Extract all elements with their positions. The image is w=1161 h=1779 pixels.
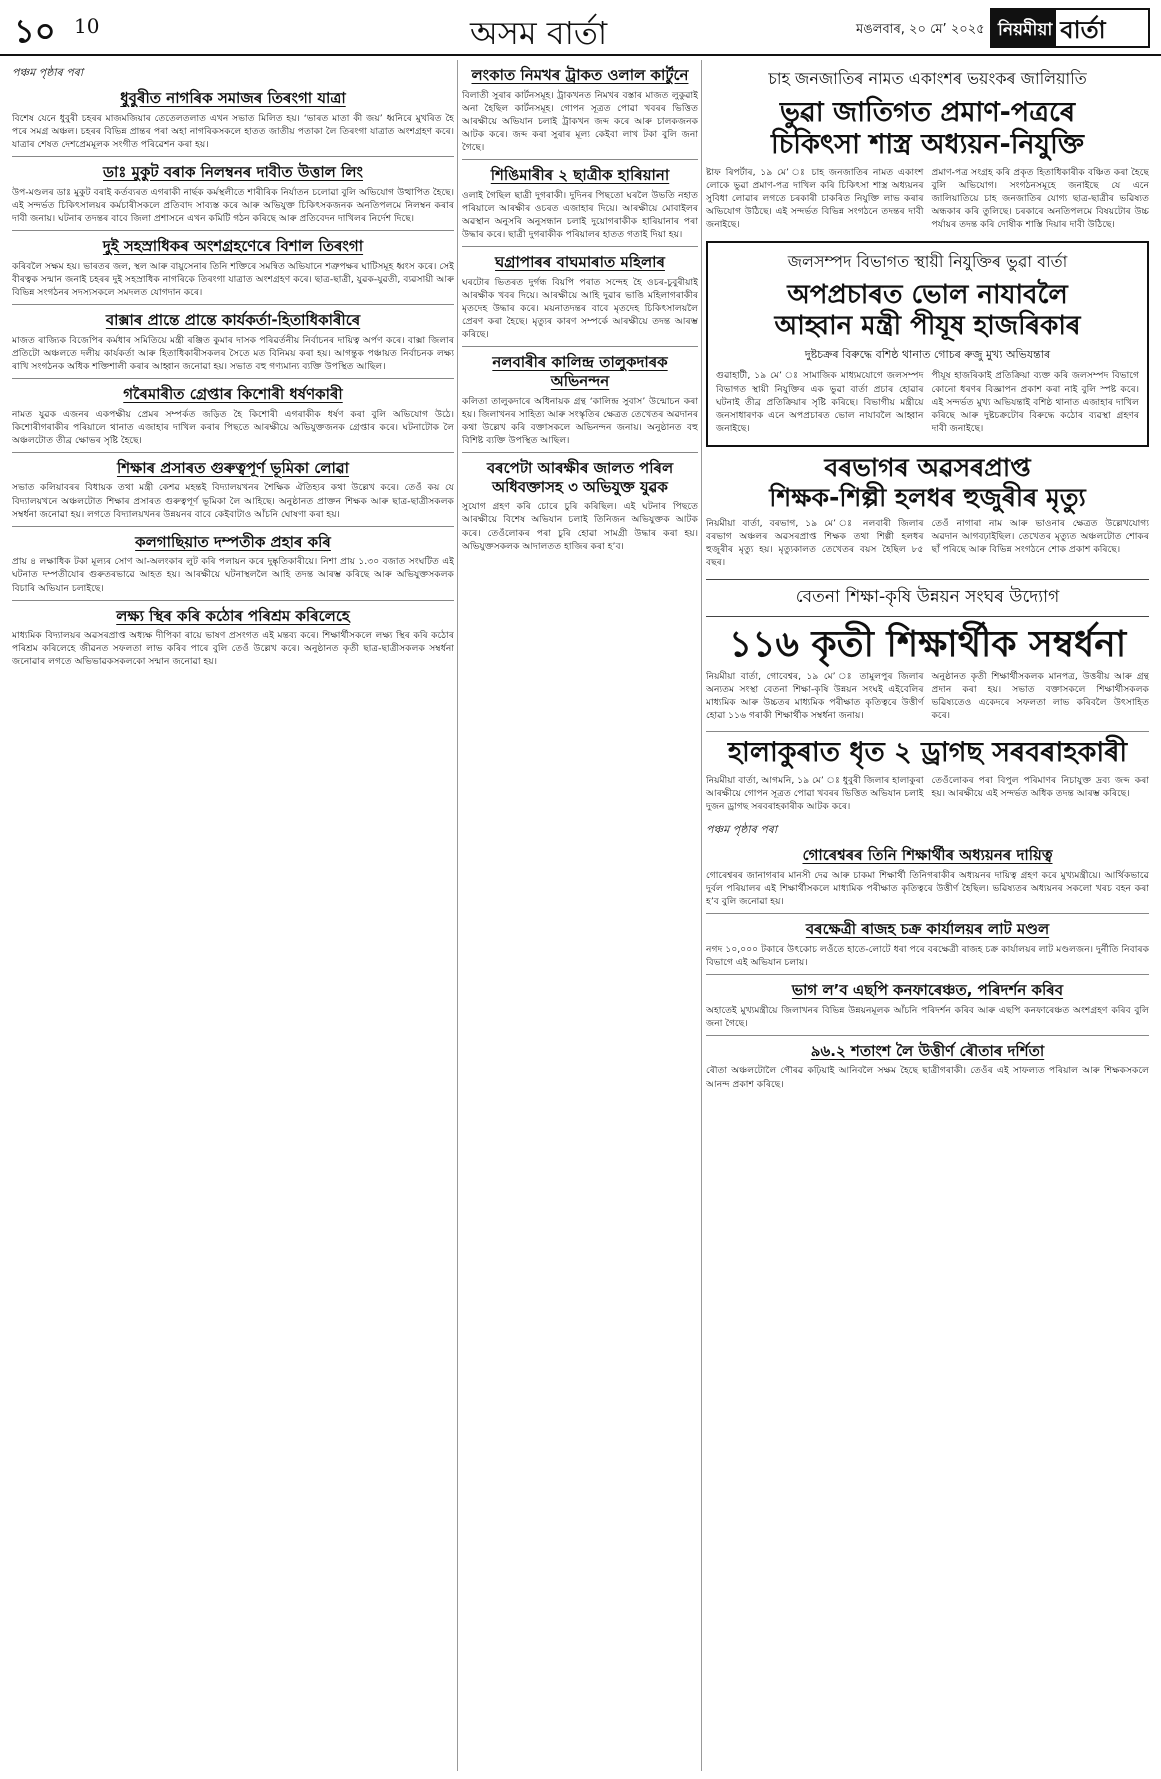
article-subhead: দুষ্টচক্ৰৰ বিৰুদ্ধে বশিষ্ঠ থানাত গোচৰ ৰুজু মুখ্য অভিযন্তাৰ xyxy=(804,348,1051,362)
article-headline: ১১৬ কৃতী শিক্ষাৰ্থীক সম্বৰ্ধনা xyxy=(728,624,1127,666)
divider xyxy=(706,974,1149,975)
divider xyxy=(462,159,698,160)
page-number: ১০ xyxy=(14,12,56,50)
article-body: অনুষ্ঠানত কৃতী শিক্ষাৰ্থীসকলক মানপত্ৰ, উত্তৰীয় আৰু গ্ৰন্থ প্ৰদান কৰা হয়। সভাত বক্তাসকলে শিক্ষাৰ্থীসকলক ভৱিষ্যতেও একেদৰে সফলতা লাভ কৰিবলৈ উৎসাহিত কৰে। xyxy=(931,671,1149,722)
divider xyxy=(12,600,454,601)
column-right xyxy=(706,60,1149,1771)
article-body: ওলাই গৈছিল ছাত্ৰী দুগৰাকী। দুদিনৰ পিছতো ঘৰলৈ উভতি নহাত পৰিয়ালে আৰক্ষীৰ ওচৰত এজাহাৰ দিয়ে। আৰক্ষীয়ে মোবাইলৰ অৱস্থান অনুসৰি অনুসন্ধান চলাই দুয়োগৰাকীক হাৰিয়ানাৰ পৰা উদ্ধাৰ কৰে। ছাত্ৰী দুগৰাকীক পৰিয়ালৰ হাতত গতাই দিয়া হয়। xyxy=(462,189,698,240)
article-body: বিশেষ যেনে ধুবুৰী চহৰৰ মাজমজিয়াৰ তেতেলতলাত এখন সভাত মিলিত হয়। ‘ভাৰত মাতা কী জয়’ ধ্বনিৰে মুখৰিত হৈ পৰে সমগ্ৰ অঞ্চল। চহৰৰ বিভিন্ন প্ৰান্তৰ পৰা অহা নাগৰিকসকলে হাতত জাতীয় পতাকা লৈ তিৰংগা যাত্ৰাত অংশগ্ৰহণ কৰে। যাত্ৰাৰ শেষত দেশপ্ৰেমমূলক সংগীত পৰিৱেশন কৰা হয়। xyxy=(12,112,454,150)
issue-date: মঙলবাৰ, ২০ মে’ ২০২৫ xyxy=(856,22,985,37)
article-headline: হালাকুৰাত ধৃত ২ ড্ৰাগছ সৰবৰাহকাৰী xyxy=(727,737,1128,769)
article-headline: গৰৈমাৰীত গ্ৰেপ্তাৰ কিশোৰী ধৰ্ষণকাৰী xyxy=(123,384,343,403)
article-headline: শিঙিমাৰীৰ ২ ছাত্ৰীক হাৰিয়ানা xyxy=(490,166,670,185)
divider xyxy=(12,230,454,231)
column-left xyxy=(12,60,454,1771)
article-body: পীযূষ হাজৰিকাই প্ৰতিক্ৰিয়া ব্যক্ত কৰি জলসম্পদ বিভাগে কোনো ধৰণৰ বিজ্ঞাপন প্ৰকাশ কৰা নাই বুলি স্পষ্ট কৰে। এই সন্দৰ্ভত মুখ্য অভিযন্তাই বশিষ্ঠ থানাত এজাহাৰ দাখিল কৰিছে আৰু দুষ্টচক্ৰটোৰ বিৰুদ্ধে কঠোৰ ব্যৱস্থা গ্ৰহণৰ দাবী জনাইছে। xyxy=(931,370,1139,434)
article-body: ঘৰটোৰ ভিতৰত দুৰ্গন্ধ বিয়পি পৰাত সন্দেহ হৈ ওচৰ-চুবুৰীয়াই আৰক্ষীক খবৰ দিয়ে। আৰক্ষীয়ে আহি দুৱাৰ ভাঙি মহিলাগৰাকীৰ মৃতদেহ উদ্ধাৰ কৰে। ময়নাতদন্তৰ বাবে মৃতদেহ চিকিৎসালয়লৈ প্ৰেৰণ কৰা হৈছে। মৃত্যুৰ কাৰণ সম্পৰ্কে আৰক্ষীয়ে তদন্ত আৰম্ভ কৰিছে। xyxy=(462,276,698,341)
logo-part-2: বাৰ্তা xyxy=(1060,15,1106,44)
article-headline: নলবাৰীৰ কালিন্দ্ৰ তালুকদাৰক অভিনন্দন xyxy=(492,353,668,390)
article-body: প্ৰমাণ-পত্ৰ সংগ্ৰহ কৰি প্ৰকৃত হিতাধিকাৰীক বঞ্চিত কৰা হৈছে বুলি অভিযোগ। সংগঠনসমূহে জনাইছে যে এনে জালিয়াতিয়ে চাহ জনজাতিৰ যোগ্য ছাত্ৰ-ছাত্ৰীৰ ভৱিষ্যত অন্ধকাৰ কৰি তুলিছে। চৰকাৰে অনতিপলমে বিষয়টোৰ উচ্চ পৰ্যায়ৰ তদন্ত কৰি দোষীক শাস্তি দিয়াৰ দাবী উঠিছে। xyxy=(931,166,1149,231)
article-body: তেওঁ নাগাৰা নাম আৰু ভাওনাৰ ক্ষেত্ৰত উল্লেখযোগ্য অৱদান আগবঢ়াইছিল। তেখেতৰ মৃত্যুত অঞ্চলটোত শোকৰ ছাঁ পৰিছে আৰু বিভিন্ন সংগঠনে শোক প্ৰকাশ কৰিছে। xyxy=(931,517,1149,555)
article-headline: ধুবুৰীত নাগৰিক সমাজৰ তিৰংগা যাত্ৰা xyxy=(120,89,346,107)
article-body: অহাতেই মুখ্যমন্ত্ৰীয়ে জিলাখনৰ বিভিন্ন উন্নয়নমূলক আঁচনি পৰিদৰ্শন কৰিব আৰু এছপি কনফাৰেঞ্চত অংশগ্ৰহণ কৰিব বুলি জনা গৈছে। xyxy=(706,1004,1149,1029)
article-headline: দুই সহস্ৰাধিকৰ অংশগ্ৰহণেৰে বিশাল তিৰংগা xyxy=(102,236,364,255)
article-body: ৰৌতা অঞ্চলটোলৈ গৌৰৱ কঢ়িয়াই আনিবলৈ সক্ষম হৈছে ছাত্ৰীগৰাকী। তেওঁৰ এই সাফল্যত পৰিয়াল আৰু শিক্ষকসকলে আনন্দ প্ৰকাশ কৰিছে। xyxy=(706,1065,1149,1090)
divider xyxy=(12,526,454,527)
column-middle xyxy=(462,60,698,1771)
article-body: ষ্টাফ ৰিপৰ্টাৰ, ১৯ মে’ ঃ চাহ জনজাতিৰ নামত একাংশ লোকে ভুৱা প্ৰমাণ-পত্ৰ দাখিল কৰি চিকিৎসা শাস্ত্ৰ অধ্যয়নৰ সুবিধা লোৱাৰ লগতে চৰকাৰী চাকৰিত নিযুক্তি লাভ কৰাৰ অভিযোগ উঠিছে। এই সন্দৰ্ভত বিভিন্ন সংগঠনে তদন্তৰ দাবী জনাইছে। xyxy=(706,166,924,231)
lead-headline: ভুৱা জাতিগত প্ৰমাণ-পত্ৰৰে চিকিৎসা শাস্ত্ৰ অধ্যয়ন-নিযুক্তি xyxy=(770,97,1085,161)
article-headline: কলগাছিয়াত দম্পতীক প্ৰহাৰ কৰি xyxy=(135,532,331,551)
column-divider xyxy=(457,60,458,1771)
article-headline: অপপ্ৰচাৰত ভোল নাযাবলৈ আহ্বান মন্ত্ৰী পীযূষ হাজৰিকাৰ xyxy=(774,280,1081,342)
newspaper-logo xyxy=(990,8,1150,48)
divider xyxy=(706,1035,1149,1036)
article-body: নিয়মীয়া বাৰ্তা, আগমনি, ১৯ মে’ ঃ ধুবুৰী জিলাৰ হালাকুৰা আৰক্ষীয়ে গোপন সূত্ৰত পোৱা খবৰৰ ভিত্তিত অভিযান চলাই দুজন ড্ৰাগছ সৰবৰাহকাৰীক আটক কৰে। xyxy=(706,774,924,812)
article-body: কলিতা তালুকদাৰে অধিনায়ক গ্ৰন্থ ‘কালিন্দ্ৰ সুবাস’ উন্মোচন কৰা হয়। জিলাখনৰ সাহিত্য আৰু সংস্কৃতিৰ ক্ষেত্ৰত তেখেতৰ অৱদানৰ কথা উল্লেখ কৰি বক্তাসকলে অভিনন্দন জনায়। অনুষ্ঠানত বহু বিশিষ্ট ব্যক্তি উপস্থিত আছিল। xyxy=(462,395,698,446)
divider xyxy=(462,346,698,347)
article-body: নিয়মীয়া বাৰ্তা, বৰভাগ, ১৯ মে’ ঃ নলবাৰী জিলাৰ বৰভাগ অঞ্চলৰ অৱসৰপ্ৰাপ্ত শিক্ষক তথা শিল্পী হলধৰ হুজুৰীৰ মৃত্যু হয়। মৃত্যুকালত তেখেতৰ বয়স হৈছিল ৮৫ বছৰ। xyxy=(706,517,924,568)
article-body: নগদ ১০,০০০ টকাৰে উৎকোচ লওঁতে হাতে-লোটে ধৰা পৰে বৰক্ষেত্ৰী ৰাজহ চক্ৰ কাৰ্যালয়ৰ লাট মণ্ডলজন। দুৰ্নীতি নিবাৰক বিভাগে এই অভিযান চলায়। xyxy=(706,943,1149,968)
article-body-columns xyxy=(706,670,1149,726)
article-kicker: বেতনা শিক্ষা-কৃষি উন্নয়ন সংঘৰ উদ্যোগ xyxy=(706,579,1149,617)
article-headline: ডাঃ মুকুট বৰাক নিলম্বনৰ দাবীত উত্তাল লিং xyxy=(103,162,363,181)
article-body: সুযোগ গ্ৰহণ কৰি চোৰে চুৰি কৰিছিল। এই ঘটনাৰ পিছতে আৰক্ষীয়ে বিশেষ অভিযান চলাই তিনিজন অভিযুক্তক আটক কৰে। তেওঁলোকৰ পৰা চুৰি হোৱা সামগ্ৰী উদ্ধাৰ কৰা হয়। অভিযুক্তসকলক আদালতত হাজিৰ কৰা হ’ব। xyxy=(462,501,698,552)
article-body: বিলাতী সুৰাৰ কাৰ্টনসমূহ। ট্ৰাকখনত নিমখৰ বস্তাৰ মাজত লুকুৱাই অনা হৈছিল কাৰ্টনসমূহ। গোপন সূত্ৰত পোৱা খবৰৰ ভিত্তিত আৰক্ষীয়ে অভিযান চলাই ট্ৰাকখন জব্দ কৰে আৰু চালকজনক আটক কৰে। জব্দ কৰা সুৰাৰ মূল্য কেইবা লাখ টকা বুলি জনা গৈছে। xyxy=(462,89,698,153)
article-body: গুৱাহাটী, ১৯ মে’ ঃ সামাজিক মাধ্যমযোগে জলসম্পদ বিভাগত স্থায়ী নিযুক্তিৰ এক ভুৱা বাৰ্তা প্ৰচাৰ হোৱাৰ ঘটনাই তীব্ৰ প্ৰতিক্ৰিয়াৰ সৃষ্টি কৰিছে। বিভাগীয় মন্ত্ৰীয়ে জনসাধাৰণক এনে অপপ্ৰচাৰত ভোল নাযাবলৈ আহ্বান জনাইছে। xyxy=(716,370,924,434)
lead-kicker: চাহ জনজাতিৰ নামত একাংশৰ ভয়ংকৰ জালিয়াতি xyxy=(768,69,1087,88)
masthead xyxy=(0,0,1161,56)
article-headline: ঘগ্ৰাপাৰৰ বাঘমাৰাত মহিলাৰ xyxy=(495,253,665,272)
article-headline: ভাগ ল’ব এছপি কনফাৰেঞ্চত, পৰিদৰ্শন কৰিব xyxy=(791,980,1064,999)
article-headline: বৰক্ষেত্ৰী ৰাজহ চক্ৰ কাৰ্যালয়ৰ লাট মণ্ডল xyxy=(805,919,1050,938)
article-body-columns xyxy=(716,369,1139,438)
article-body: কৰিবলৈ সক্ষম হয়। ভাৰতৰ জল, স্থল আৰু বায়ুসেনাৰ তিনি শক্তিৰে সমন্বিত অভিযানে শত্ৰুপক্ষৰ ঘাটিসমূহ ধ্বংস কৰে। সেই বীৰত্বক সন্মান জনাই চহৰৰ দুই সহস্ৰাধিক নাগৰিকে তিৰংগা যাত্ৰাত অংশগ্ৰহণ কৰে। ছাত্ৰ-ছাত্ৰী, যুৱক-যুৱতী, ব্যৱসায়ী আৰু বিভিন্ন সংগঠনৰ সদস্যসকলে সমদলত যোগদান কৰে। xyxy=(12,260,454,298)
article-headline: ৯৬.২ শতাংশ লৈ উত্তীৰ্ণ ৰৌতাৰ দৰ্শিতা xyxy=(810,1041,1045,1060)
divider xyxy=(12,378,454,379)
article-headline: লংকাত নিমখৰ ট্ৰাকত ওলাল কাৰ্টুনে xyxy=(471,66,689,84)
article-body: গোৰেশ্বৰৰ জানাগৰাৰ মানসী দেৱ আৰু চাকমা শিক্ষাৰ্থী তিনিগৰাকীৰ অধ্যয়নৰ দায়িত্ব গ্ৰহণ কৰে মুখ্যমন্ত্ৰীয়ে। আৰ্থিকভাৱে দুৰ্বল পৰিয়ালৰ এই শিক্ষাৰ্থীসকলে মাধ্যমিক পৰীক্ষাত কৃতিত্বৰে উত্তীৰ্ণ হৈছিল। ভৱিষ্যতৰ অধ্যয়নৰ সকলো খৰচ বহন কৰা হ’ব বুলি জনোৱা হয়। xyxy=(706,869,1149,907)
continued-label: পঞ্চম পৃষ্ঠাৰ পৰা xyxy=(12,66,84,79)
article-body-columns xyxy=(706,774,1149,817)
divider xyxy=(12,156,454,157)
lead-body xyxy=(706,166,1149,235)
article-headline: লক্ষ্য স্থিৰ কৰি কঠোৰ পৰিশ্ৰম কৰিলেহে xyxy=(116,606,350,625)
logo-part-1: নিয়মীয়া xyxy=(992,10,1056,46)
article-body: মাধ্যমিক বিদ্যালয়ৰ অৱসৰপ্ৰাপ্ত অধ্যক্ষ দীপিকা ৰায়ে ভাষণ প্ৰসংগত এই মন্তব্য কৰে। শিক্ষাৰ্থীসকলে লক্ষ্য স্থিৰ কৰি কঠোৰ পৰিশ্ৰম কৰিলেহে জীৱনত সফলতা লাভ কৰিব পাৰে বুলি তেওঁ উল্লেখ কৰে। অনুষ্ঠানত কৃতী ছাত্ৰ-ছাত্ৰীসকলক সম্বৰ্ধনা জনোৱাৰ লগতে অভিভাৱকসকলকো সন্মান জনোৱা হয়। xyxy=(12,630,454,668)
column-divider xyxy=(701,60,702,1771)
page-number-english: 10 xyxy=(74,14,100,38)
article-body: তেওঁলোকৰ পৰা বিপুল পৰিমাণৰ নিচাযুক্ত দ্ৰব্য জব্দ কৰা হয়। আৰক্ষীয়ে এই সন্দৰ্ভত অধিক তদন্ত আৰম্ভ কৰিছে। xyxy=(931,774,1149,799)
article-body: নিয়মীয়া বাৰ্তা, গোবেশ্বৰ, ১৯ মে’ ঃ তামুলপুৰ জিলাৰ অন্যতম সংস্থা বেতনা শিক্ষা-কৃষি উন্নয়ন সংঘই এইবেলিৰ মাধ্যমিক আৰু উচ্চতৰ মাধ্যমিক পৰীক্ষাত কৃতিত্বৰে উত্তীৰ্ণ হোৱা ১১৬ গৰাকী শিক্ষাৰ্থীক সম্বৰ্ধনা জনায়। xyxy=(706,671,924,722)
article-headline: বৰভাগৰ অৱসৰপ্ৰাপ্ত শিক্ষক-শিল্পী হলধৰ হুজুৰীৰ মৃত্যু xyxy=(769,452,1086,512)
divider xyxy=(706,731,1149,732)
divider xyxy=(462,452,698,453)
article-headline: গোৰেশ্বৰৰ তিনি শিক্ষাৰ্থীৰ অধ্যয়নৰ দায়িত্ব xyxy=(802,846,1053,865)
section-title: অসম বাৰ্তা xyxy=(470,14,608,52)
article-body: মাজত ৰাজ্যিক বিজেপিৰ কৰ্মধাৰ সমিতিয়ে মন্ত্ৰী ৰঞ্জিত কুমাৰ দাসক পৰিৱৰ্তনীয় নিৰ্বাচনৰ দায়িত্ব অৰ্পণ কৰে। বাক্সা জিলাৰ প্ৰতিটো অঞ্চলতে দলীয় কাৰ্যকৰ্তা আৰু হিতাধিকাৰীসকলৰ সৈতে মত বিনিময় কৰা হয়। আগন্তুক পঞ্চায়ত নিৰ্বাচনক লক্ষ্য ৰাখি সংগঠনক অধিক শক্তিশালী কৰাৰ আহ্বান জনোৱা হয়। সভাত বহু গণ্যমান্য ব্যক্তি উপস্থিত আছিল। xyxy=(12,334,454,372)
article-body: নামত যুৱক এজনৰ একপক্ষীয় প্ৰেমৰ সম্পৰ্কত জড়িত হৈ কিশোৰী এগৰাকীক ধৰ্ষণ কৰা বুলি অভিযোগ উঠে। কিশোৰীগৰাকীৰ পৰিয়ালে থানাত এজাহাৰ দাখিল কৰাৰ পিছতে আৰক্ষীয়ে অভিযুক্তজনক গ্ৰেপ্তাৰ কৰে। ঘটনাটোক লৈ অঞ্চলটোত তীব্ৰ ক্ষোভৰ সৃষ্টি হৈছে। xyxy=(12,408,454,446)
article-kicker: জলসম্পদ বিভাগত স্থায়ী নিযুক্তিৰ ভুৱা বাৰ্তা xyxy=(787,252,1068,272)
divider xyxy=(462,246,698,247)
continued-label: পঞ্চম পৃষ্ঠাৰ পৰা xyxy=(706,823,778,837)
article-headline: বাক্সাৰ প্ৰান্তে প্ৰান্তে কাৰ্যকৰ্তা-হিতাধিকাৰীৰে xyxy=(105,310,361,329)
article-body: উপ-মণ্ডলৰ ডাঃ মুকুট বৰাই কৰ্তব্যৰত এগৰাকী নাৰ্ছক কৰ্মস্থলীতে শাৰীৰিক নিৰ্যাতন চলোৱা বুলি অভিযোগ উত্থাপিত হৈছে। এই সন্দৰ্ভত চিকিৎসালয়ৰ কৰ্মচাৰীসকলে প্ৰতিবাদ সাব্যস্ত কৰে আৰু অভিযুক্ত চিকিৎসকজনক অনতিপলমে নিলম্বন কৰাৰ দাবী জনায়। ঘটনাৰ তদন্তৰ বাবে জিলা প্ৰশাসনে এখন কমিটি গঠন কৰিছে আৰু প্ৰতিবেদন দাখিলৰ নিৰ্দেশ দিছে। xyxy=(12,186,454,224)
article-body: প্ৰায় ৪ লক্ষাধিক টকা মূল্যৰ সোণ আ-অলংকাৰ লুট কৰি পলায়ন কৰে দুষ্কৃতিকাৰীয়ে। নিশা প্ৰায় ১.৩০ বজাত সংঘটিত এই ঘটনাত দম্পতীযোৰ গুৰুতৰভাৱে আহত হয়। আৰক্ষীয়ে ঘটনাস্থললৈ আহি তদন্ত আৰম্ভ কৰিছে আৰু অভিযুক্তসকলক বিচাৰি অভিযান চলাইছে। xyxy=(12,556,454,594)
boxed-article xyxy=(706,241,1149,447)
article-headline: শিক্ষাৰ প্ৰসাৰত গুৰুত্বপূৰ্ণ ভূমিকা লোৱা xyxy=(116,458,350,477)
article-headline: বৰপেটা আৰক্ষীৰ জালত পৰিল অধিবক্তাসহ ৩ অভিযুক্ত যুৱক xyxy=(486,458,674,496)
article-body: সভাত কলিয়াবৰৰ বিধায়ক তথা মন্ত্ৰী কেশৱ মহন্তই বিদ্যালয়খনৰ শৈক্ষিক ঐতিহ্যৰ কথা উল্লেখ কৰে। তেওঁ কয় যে বিদ্যালয়খনে অঞ্চলটোত শিক্ষাৰ প্ৰসাৰত গুৰুত্বপূৰ্ণ ভূমিকা লৈ আহিছে। অনুষ্ঠানত প্ৰাক্তন শিক্ষক আৰু ছাত্ৰ-ছাত্ৰীসকলক সম্বৰ্ধনা জনোৱা হয়। লগতে বিদ্যালয়খনৰ উন্নয়নৰ বাবে কেইবাটাও আঁচনি ঘোষণা কৰা হয়। xyxy=(12,482,454,520)
divider xyxy=(12,452,454,453)
article-body-columns xyxy=(706,517,1149,573)
divider xyxy=(12,304,454,305)
divider xyxy=(706,913,1149,914)
